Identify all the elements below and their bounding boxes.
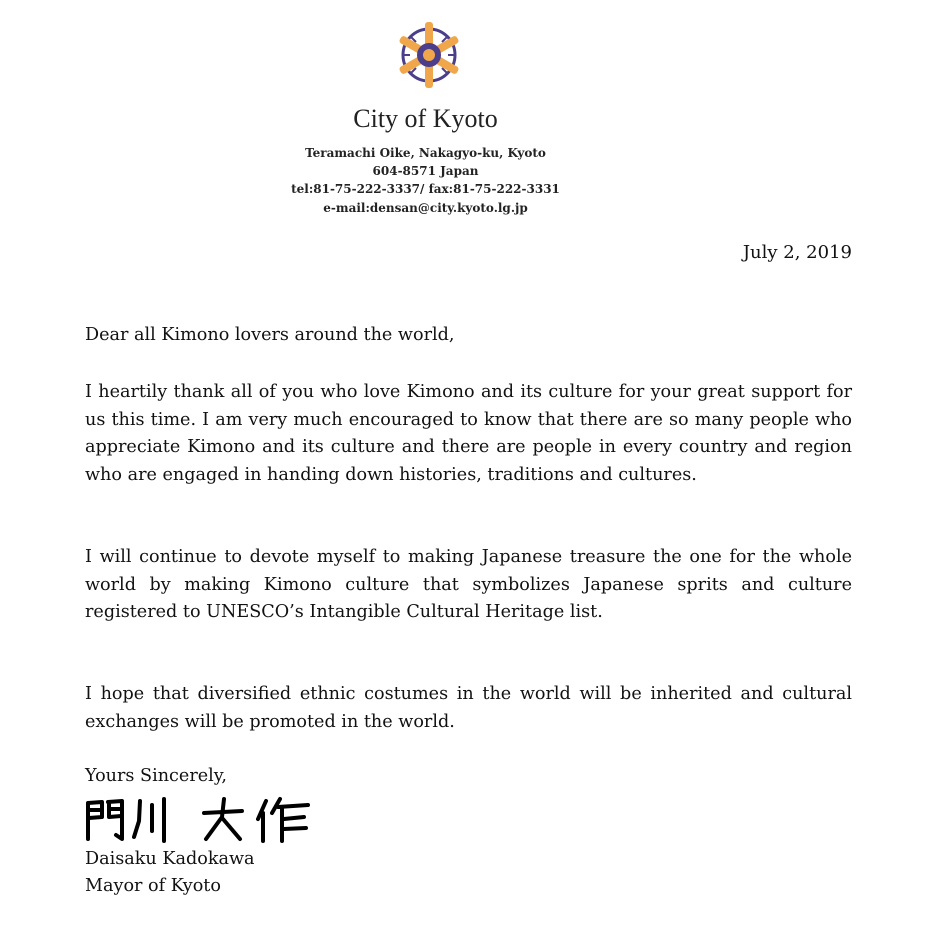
address-line-1: Teramachi Oike, Nakagyo-ku, Kyoto (305, 146, 546, 160)
signer-title: Mayor of Kyoto (85, 876, 221, 896)
letter-date: July 2, 2019 (742, 242, 852, 263)
kyoto-emblem-logo (395, 20, 463, 90)
paragraph-1: I heartily thank all of you who love Kimono and its culture for your great support for us this time. I am very much encouraged to know that there are so many people who appreciate Kimono and its culture and there are people in every country and region who are engaged in handing down histories, traditions and cultures. (85, 382, 852, 485)
city-name: City of Kyoto (353, 104, 498, 133)
closing: Yours Sincerely, (85, 766, 227, 786)
salutation: Dear all Kimono lovers around the world, (85, 325, 455, 345)
contact-email: e-mail:densan@city.kyoto.lg.jp (323, 201, 528, 215)
paragraph-2: I will continue to devote myself to making Japanese treasure the one for the whole world by making Kimono culture that symbolizes Japanese sprits and culture registered to UNESCO’s Intangible Cultural Heritage list. (85, 547, 852, 622)
signer-name: Daisaku Kadokawa (85, 849, 255, 869)
paragraph-3: I hope that diversified ethnic costumes in the world will be inherited and cultural exchanges will be promoted in the world. (85, 684, 852, 732)
address-line-2: 604-8571 Japan (372, 164, 479, 178)
handwritten-signature (82, 795, 314, 843)
contact-phone-fax: tel:81-75-222-3337/ fax:81-75-222-3331 (291, 182, 560, 196)
